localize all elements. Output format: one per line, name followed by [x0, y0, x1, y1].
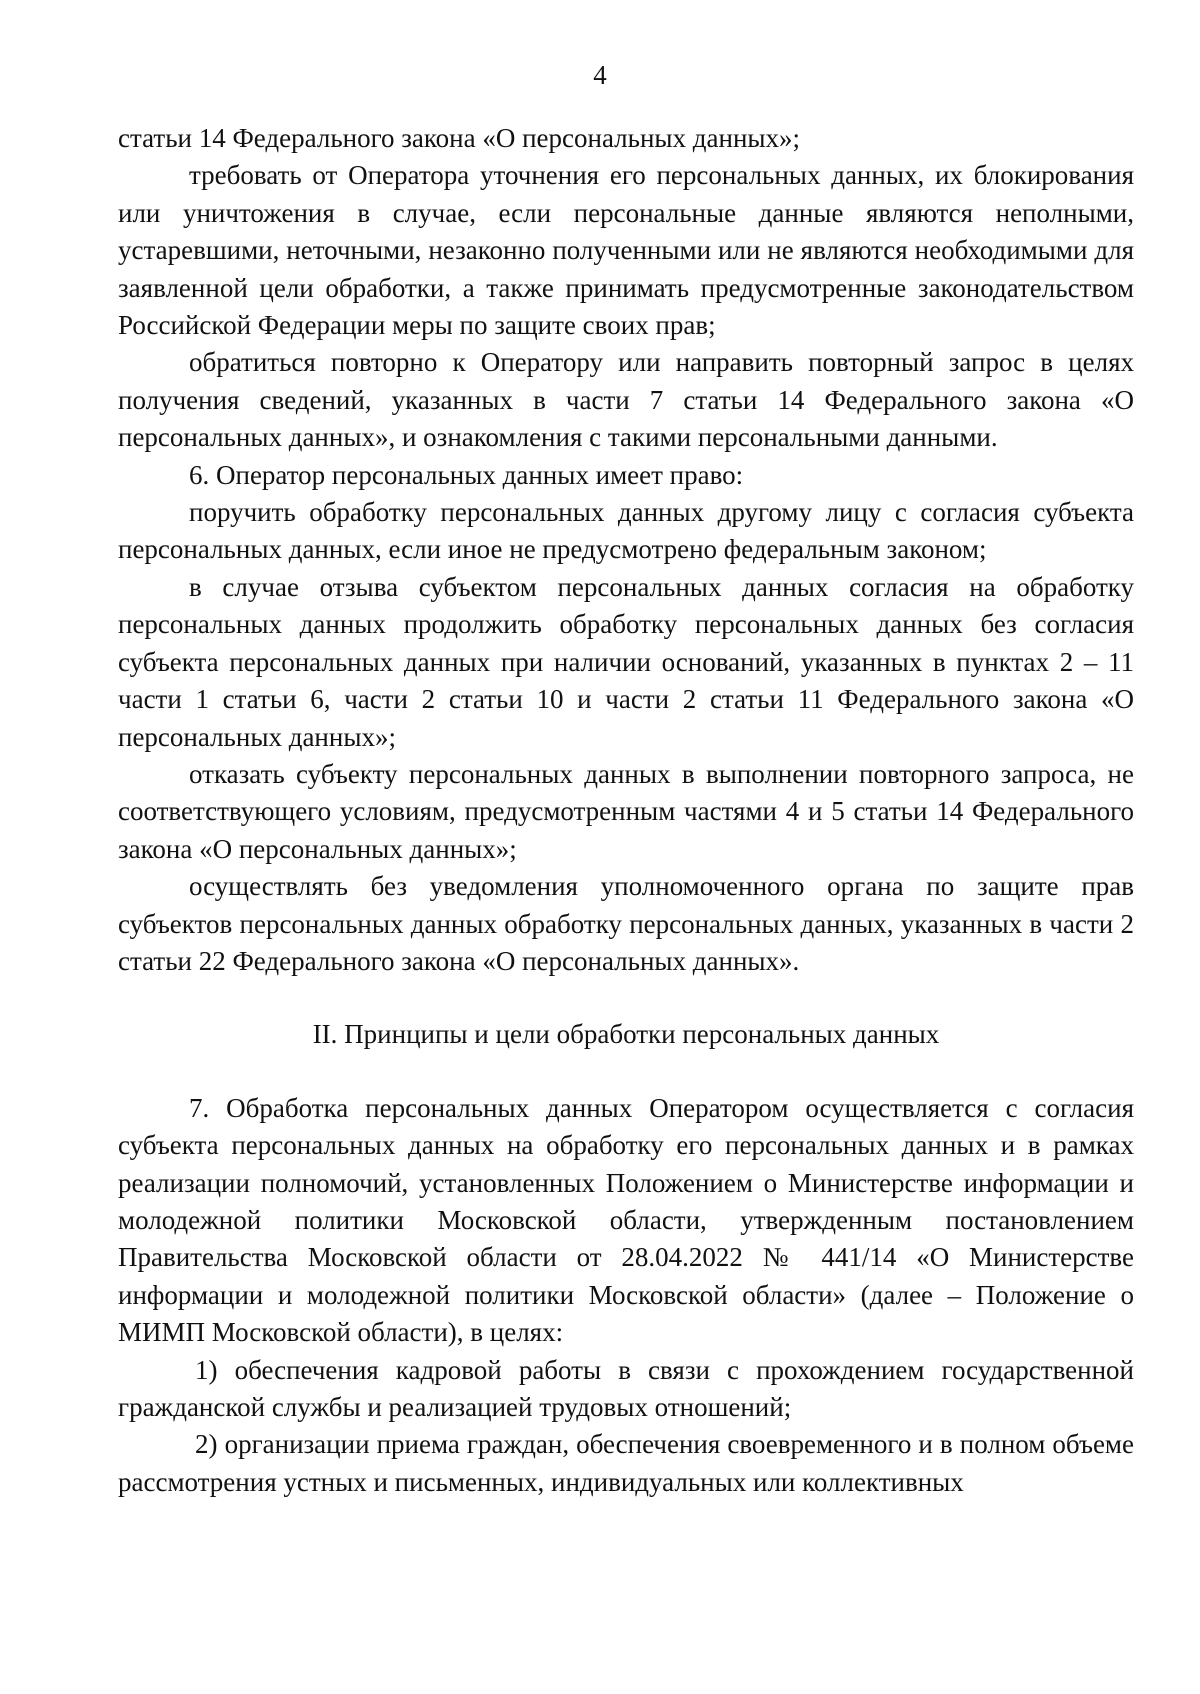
subject-right-paragraph: обратиться повторно к Оператору или направить повторный запрос в целях получения сведений, указанных в части 7 статьи 14 Федерального закона «О персональных данных», и ознакомления с такими персональными данными. — [118, 347, 1134, 453]
section-heading: II. Принципы и цели обработки персональных данных — [312, 1019, 940, 1050]
clause-6-item: в случае отзыва субъектом персональных данных согласия на обработку персональных данных продолжить обработку персональных данных без согласия субъекта персональных данных при наличии оснований, указанных в пунктах 2 – 11 части 1 статьи 6, части 2 статьи 10 и части 2 статьи 11 Федерального закона «О персональных данных»; — [118, 571, 1134, 752]
clause-6-intro: 6. Оператор персональных данных имеет право: — [189, 459, 744, 490]
clause-7-item: 2) организации приема граждан, обеспечения своевременного и в полном объеме рассмотрения устных и письменных, индивидуальных или коллективных — [118, 1429, 1134, 1497]
document-body — [118, 120, 1134, 1501]
page-number: 4 — [593, 60, 607, 90]
clause-6-item: осуществлять без уведомления уполномоченного органа по защите прав субъектов персональных данных обработку персональных данных, указанных в части 2 статьи 22 Федерального закона «О персональных данных». — [118, 871, 1134, 976]
clause-7-item: 1) обеспечения кадровой работы в связи с прохождением государственной гражданской службы и реализацией трудовых отношений; — [118, 1354, 1134, 1422]
clause-6-item: поручить обработку персональных данных другому лицу с согласия субъекта персональных данных, если иное не предусмотрено федеральным законом; — [118, 497, 1134, 565]
continuation-paragraph: статьи 14 Федерального закона «О персональных данных»; — [118, 123, 801, 153]
clause-6-item: отказать субъекту персональных данных в выполнении повторного запроса, не соответствующего условиям, предусмотренным частями 4 и 5 статьи 14 Федерального закона «О персональных данных»; — [118, 758, 1134, 864]
subject-right-paragraph: требовать от Оператора уточнения его персональных данных, их блокирования или уничтожения в случае, если персональные данные являются неполными, устаревшими, неточными, незаконно полученными или не являются необходимыми для заявленной цели обработки, а также принимать предусмотренные законодательством Российской Федерации меры по защите своих прав; — [118, 160, 1134, 341]
clause-7-intro: 7. Обработка персональных данных Оператором осуществляется с согласия субъекта персональных данных на обработку его персональных данных и в рамках реализации полномочий, установленных Положением о Министерстве информации и молодежной политики Московской области, утвержденным постановлением Правительства Московской области от 28.04.2022 № 441/14 «О Министерстве информации и молодежной политики Московской области» (далее – Положение о МИМП Московской области), в целях: — [118, 1092, 1134, 1348]
